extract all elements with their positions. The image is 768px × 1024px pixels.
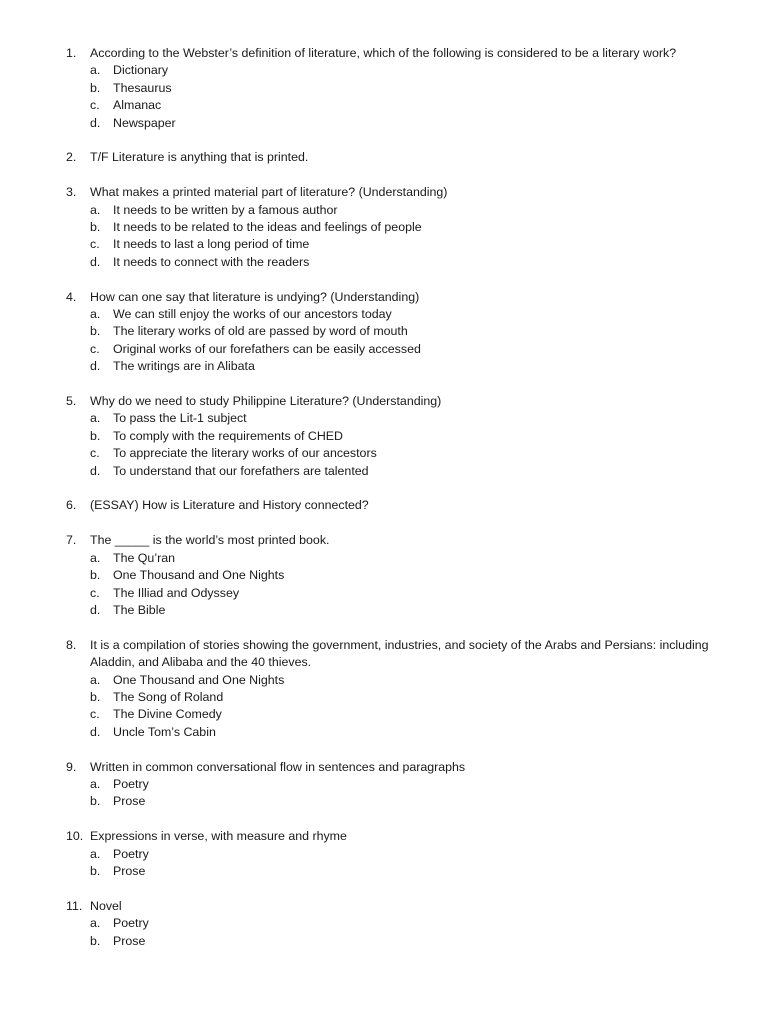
question-stem	[0, 45, 768, 62]
option-text: The literary works of old are passed by word of mouth	[113, 324, 408, 339]
question-stem	[0, 149, 768, 166]
option-text: One Thousand and One Nights	[113, 568, 285, 583]
option-text: The Divine Comedy	[113, 707, 222, 722]
question-stem	[0, 184, 768, 201]
option-text: Uncle Tom’s Cabin	[113, 724, 216, 739]
option-list	[0, 306, 768, 376]
answer-option	[90, 846, 768, 863]
question-item	[0, 898, 768, 950]
option-text: The writings are in Alibata	[113, 359, 255, 374]
question-stem	[0, 637, 768, 672]
question-text: According to the Webster’s definition of literature, which of the following is considered to be a literary work?	[90, 46, 677, 60]
option-letter: a.	[90, 202, 101, 217]
option-letter: c.	[90, 585, 100, 600]
question-stem	[0, 289, 768, 306]
option-text: To comply with the requirements of CHED	[113, 428, 344, 443]
question-number: 5.	[66, 394, 77, 409]
question-stem	[0, 532, 768, 549]
question-text: Expressions in verse, with measure and rhyme	[90, 829, 347, 844]
option-text: Poetry	[113, 846, 149, 861]
answer-option	[90, 219, 768, 236]
option-text: Poetry	[113, 776, 149, 791]
question-text: Why do we need to study Philippine Literature? (Understanding)	[90, 394, 442, 409]
question-text: How can one say that literature is undying? (Understanding)	[90, 289, 420, 304]
option-letter: c.	[90, 341, 100, 356]
option-letter: a.	[90, 776, 101, 791]
answer-option	[90, 80, 768, 97]
option-letter: d.	[90, 463, 101, 478]
option-list	[0, 915, 768, 950]
option-letter: b.	[90, 324, 101, 339]
option-letter: b.	[90, 794, 101, 809]
option-letter: a.	[90, 916, 101, 931]
answer-option	[90, 445, 768, 462]
option-letter: b.	[90, 220, 101, 235]
option-text: The Bible	[113, 602, 166, 617]
option-letter: a.	[90, 307, 101, 322]
answer-option	[90, 933, 768, 950]
option-text: To understand that our forefathers are talented	[113, 463, 369, 478]
question-text: Written in common conversational flow in sentences and paragraphs	[90, 759, 466, 774]
answer-option	[90, 410, 768, 427]
question-text: T/F Literature is anything that is printed.	[90, 150, 309, 165]
option-text: Prose	[113, 794, 146, 809]
answer-option	[90, 550, 768, 567]
question-number: 10.	[66, 829, 84, 844]
option-text: It needs to connect with the readers	[113, 254, 310, 269]
option-text: We can still enjoy the works of our ancestors today	[113, 307, 392, 322]
answer-option	[90, 428, 768, 445]
answer-option	[90, 323, 768, 340]
option-letter: b.	[90, 933, 101, 948]
option-letter: a.	[90, 672, 101, 687]
question-number: 7.	[66, 533, 77, 548]
answer-option	[90, 358, 768, 375]
question-stem	[0, 393, 768, 410]
option-text: It needs to be written by a famous author	[113, 202, 338, 217]
option-letter: c.	[90, 237, 100, 252]
answer-option	[90, 97, 768, 114]
option-text: Dictionary	[113, 63, 169, 78]
answer-option	[90, 463, 768, 480]
answer-option	[90, 236, 768, 253]
option-letter: b.	[90, 863, 101, 878]
question-item	[0, 637, 768, 741]
option-text: It needs to last a long period of time	[113, 237, 310, 252]
answer-option	[90, 776, 768, 793]
option-list	[0, 410, 768, 480]
question-text: What makes a printed material part of literature? (Understanding)	[90, 185, 448, 200]
question-number: 2.	[66, 150, 77, 165]
option-list	[0, 62, 768, 132]
option-text: Almanac	[113, 98, 162, 113]
option-letter: b.	[90, 428, 101, 443]
option-list	[0, 672, 768, 742]
question-text: It is a compilation of stories showing the government, industries, and society of the Arabs and Persians: including Aladdin, and Alibaba and the 40 thieves.	[90, 637, 709, 670]
option-letter: d.	[90, 254, 101, 269]
option-letter: a.	[90, 63, 101, 78]
answer-option	[90, 863, 768, 880]
question-text: (ESSAY) How is Literature and History connected?	[90, 498, 369, 513]
option-text: Prose	[113, 933, 146, 948]
question-number: 11.	[66, 898, 83, 913]
option-letter: a.	[90, 411, 101, 426]
option-text: Newspaper	[113, 115, 176, 130]
question-item	[0, 828, 768, 880]
question-stem	[0, 828, 768, 845]
answer-option	[90, 793, 768, 810]
question-stem	[0, 497, 768, 514]
option-list	[0, 550, 768, 620]
answer-option	[90, 254, 768, 271]
option-text: It needs to be related to the ideas and feelings of people	[113, 220, 422, 235]
question-item	[0, 289, 768, 376]
option-letter: c.	[90, 446, 100, 461]
question-item	[0, 497, 768, 514]
option-letter: d.	[90, 359, 101, 374]
option-text: Thesaurus	[113, 80, 172, 95]
option-text: One Thousand and One Nights	[113, 672, 285, 687]
option-letter: b.	[90, 568, 101, 583]
question-text: Novel	[90, 898, 122, 913]
question-number: 9.	[66, 759, 77, 774]
question-list	[0, 45, 768, 967]
answer-option	[90, 62, 768, 79]
option-text: To pass the Lit-1 subject	[113, 411, 247, 426]
answer-option	[90, 115, 768, 132]
answer-option	[90, 585, 768, 602]
question-number: 1.	[66, 46, 77, 60]
option-list	[0, 202, 768, 272]
question-stem	[0, 759, 768, 776]
option-letter: b.	[90, 689, 101, 704]
option-letter: c.	[90, 98, 100, 113]
answer-option	[90, 706, 768, 723]
option-text: The Illiad and Odyssey	[113, 585, 240, 600]
answer-option	[90, 915, 768, 932]
question-item	[0, 184, 768, 271]
answer-option	[90, 672, 768, 689]
option-text: Prose	[113, 863, 146, 878]
question-item	[0, 393, 768, 480]
question-item	[0, 532, 768, 619]
option-letter: c.	[90, 707, 100, 722]
option-text: Original works of our forefathers can be easily accessed	[113, 341, 421, 356]
question-number: 4.	[66, 289, 77, 304]
question-item	[0, 45, 768, 132]
option-letter: b.	[90, 80, 101, 95]
question-number: 3.	[66, 185, 77, 200]
answer-option	[90, 724, 768, 741]
answer-option	[90, 689, 768, 706]
option-letter: d.	[90, 602, 101, 617]
question-item	[0, 149, 768, 166]
question-text: The _____ is the world’s most printed book.	[90, 533, 330, 548]
option-letter: d.	[90, 115, 101, 130]
answer-option	[90, 602, 768, 619]
option-text: The Qu’ran	[113, 550, 175, 565]
question-item	[0, 759, 768, 811]
option-text: Poetry	[113, 916, 149, 931]
option-letter: a.	[90, 550, 101, 565]
option-letter: d.	[90, 724, 101, 739]
option-text: The Song of Roland	[113, 689, 224, 704]
option-list	[0, 776, 768, 811]
question-number: 8.	[66, 637, 77, 652]
answer-option	[90, 567, 768, 584]
question-number: 6.	[66, 498, 77, 513]
answer-option	[90, 202, 768, 219]
answer-option	[90, 341, 768, 358]
question-stem	[0, 898, 768, 915]
option-text: To appreciate the literary works of our ancestors	[113, 446, 377, 461]
option-list	[0, 846, 768, 881]
option-letter: a.	[90, 846, 101, 861]
answer-option	[90, 306, 768, 323]
